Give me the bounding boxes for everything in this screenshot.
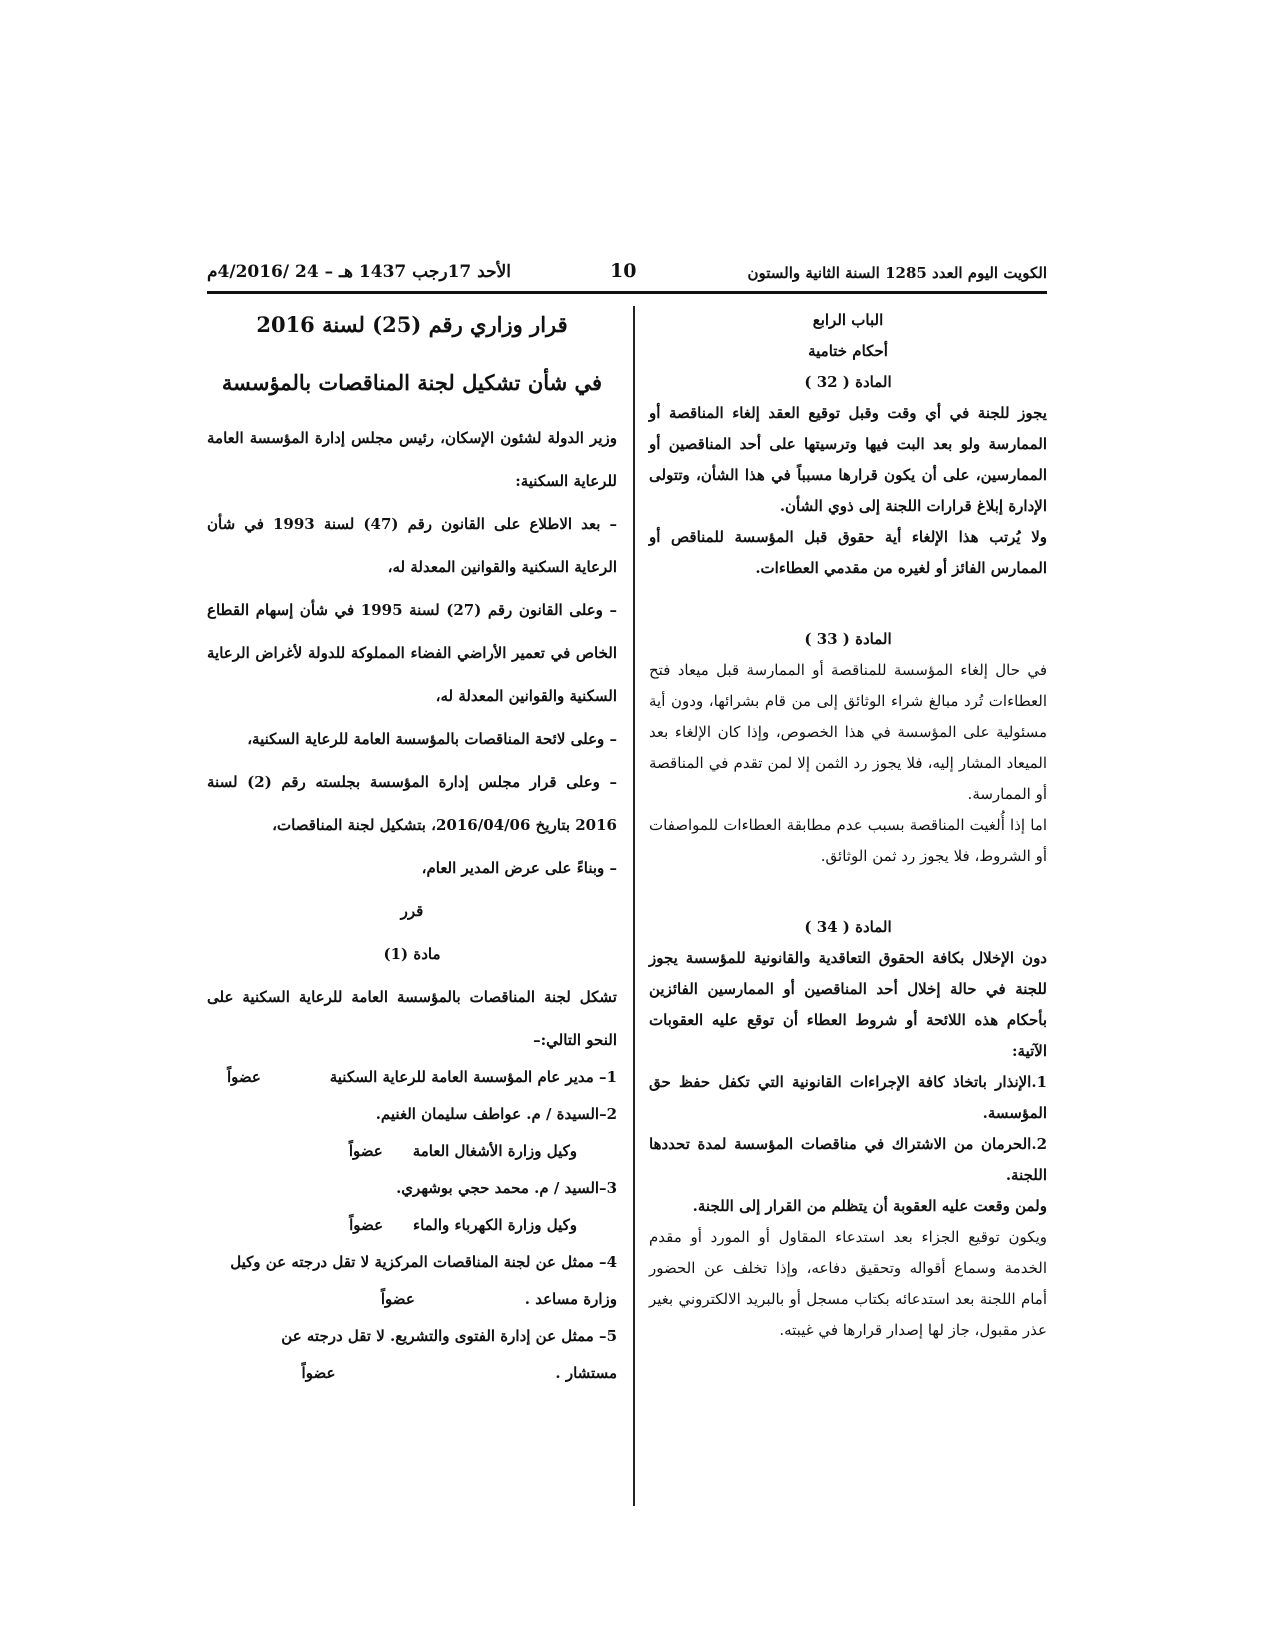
member-4-line-1: 4– ممثل عن لجنة المناقصات المركزية لا تقل درجته عن وكيل: [230, 1253, 617, 1271]
decree-intro: وزير الدولة لشئون الإسكان، رئيس مجلس إدارة المؤسسة العامة للرعاية السكنية:: [207, 429, 617, 490]
header-rule: [207, 291, 1047, 294]
member-3-title-row: [207, 1210, 617, 1241]
member-2-title-row: [207, 1136, 617, 1167]
article-1-text: تشكل لجنة المناقصات بالمؤسسة العامة للرعاية السكنية على النحو التالي:–: [207, 988, 617, 1049]
member-5-line-2: [207, 1358, 617, 1389]
member-5-role: عضواً: [301, 1364, 336, 1382]
decree-title: قرار وزاري رقم (25) لسنة 2016: [256, 312, 568, 337]
decided-heading: قرر: [400, 902, 424, 920]
decree-subtitle: في شأن تشكيل لجنة المناقصات بالمؤسسة: [221, 370, 603, 395]
header-date: الأحد 17رجب 1437 هـ – 24 /4/2016م: [207, 262, 512, 282]
member-1-role: عضواً: [227, 1068, 261, 1086]
header-publication: الكويت اليوم العدد 1285 السنة الثانية والستون: [747, 264, 1047, 282]
member-3-title: وكيل وزارة الكهرباء والماء: [413, 1216, 577, 1234]
recital-4: – وعلى قرار مجلس إدارة المؤسسة بجلسته رقم (2) لسنة 2016 بتاريخ 2016/04/06، بتشكيل لجنة المناقصات،: [207, 773, 618, 834]
spacer: [649, 872, 1047, 912]
article-32-paragraph-1: يجوز للجنة في أي وقت وقبل توقيع العقد إلغاء المناقصة أو الممارسة ولو بعد البت فيها وترسيتها على أحد المناقصين أو الممارسين، على أن يكون قرارها مسبباً في هذا الشأن، وتتولى الإدارة إبلاغ قرارات اللجنة إلى ذوي الشأن.: [649, 404, 1047, 515]
article-34-paragraph-2: ولمن وقعت عليه العقوبة أن يتظلم من القرار إلى اللجنة.: [692, 1197, 1047, 1215]
member-1-name: 1– مدير عام المؤسسة العامة للرعاية السكنية: [329, 1068, 617, 1086]
member-3-name: 3–السيد / م. محمد حجي بوشهري.: [396, 1179, 617, 1197]
article-34-item-2: 2.الحرمان من الاشتراك في مناقصات المؤسسة لمدة تحددها اللجنة.: [649, 1135, 1047, 1184]
spacer: [649, 584, 1047, 624]
recital-3: – وعلى لائحة المناقصات بالمؤسسة العامة للرعاية السكنية،: [247, 730, 617, 748]
article-32-heading: المادة ( 32 ): [804, 373, 892, 391]
recital-5: – وبناءً على عرض المدير العام،: [421, 859, 617, 877]
article-32-paragraph-2: ولا يُرتب هذا الإلغاء أية حقوق قبل المؤسسة للمناقص أو الممارس الفائز أو لغيره من مقدمي العطاءات.: [649, 528, 1047, 577]
article-34-heading: المادة ( 34 ): [804, 918, 892, 936]
article-33-paragraph-2: اما إذا أُلغيت المناقصة بسبب عدم مطابقة العطاءات للمواصفات أو الشروط، فلا يجوز رد ثمن الوثائق.: [649, 816, 1047, 865]
member-2-title: وكيل وزارة الأشغال العامة: [412, 1142, 577, 1160]
recital-2: – وعلى القانون رقم (27) لسنة 1995 في شأن إسهام القطاع الخاص في تعمير الأراضي الفضاء المملوكة للدولة لأغراض الرعاية السكنية والقوانين المعدلة له،: [207, 601, 618, 705]
chapter-heading: الباب الرابع: [812, 311, 884, 329]
article-34-item-1: 1.الإنذار باتخاذ كافة الإجراءات القانونية التي تكفل حفظ حق المؤسسة.: [649, 1073, 1047, 1122]
member-4-rank: وزارة مساعد .: [524, 1290, 617, 1308]
member-2-role: عضواً: [348, 1142, 383, 1160]
member-4-role: عضواً: [380, 1290, 415, 1308]
member-5-line-1: 5– ممثل عن إدارة الفتوى والتشريع. لا تقل درجته عن: [281, 1327, 617, 1345]
member-1: [207, 1062, 617, 1093]
recital-1: – بعد الاطلاع على القانون رقم (47) لسنة 1993 في شأن الرعاية السكنية والقوانين المعدلة له،: [207, 515, 617, 576]
right-column: [649, 305, 1047, 1346]
article-34-paragraph-1: دون الإخلال بكافة الحقوق التعاقدية والقانونية للمؤسسة يجوز للجنة في حالة إخلال أحد المناقصين أو الممارسين الفائزين بأحكام هذه اللائحة أو شروط العطاء أن توقع عليه العقوبات الآتية:: [649, 949, 1047, 1060]
member-2-name: 2–السيدة / م. عواطف سليمان الغنيم.: [375, 1105, 617, 1123]
column-divider: [633, 306, 635, 1506]
chapter-title: أحكام ختامية: [808, 342, 888, 360]
header-page-number: 10: [610, 260, 637, 282]
article-34-paragraph-3: ويكون توقيع الجزاء بعد استدعاء المقاول أو المورد أو مقدم الخدمة وسماع أقواله وتحقيق دفاعه، وإذا تخلف عن الحضور أمام اللجنة بعد استدعائه بكتاب مسجل أو بالبريد الالكتروني بغير عذر مقبول، جاز لها إصدار قرارها في غيبته.: [649, 1228, 1047, 1339]
article-33-heading: المادة ( 33 ): [804, 630, 892, 648]
page-header: [207, 258, 1047, 288]
article-33-paragraph-1: في حال إلغاء المؤسسة للمناقصة أو الممارسة قبل ميعاد فتح العطاءات تُرد مبالغ شراء الوثائق إلى من قام بشرائها، ودون أية مسئولية على المؤسسة في هذا الخصوص، وإذا كان الإلغاء بعد الميعاد المشار إليه، فلا يجوز رد الثمن إلا لمن تقدم في المناقصة أو الممارسة.: [649, 661, 1047, 803]
left-column: [207, 305, 617, 1389]
member-4-line-2: [207, 1284, 617, 1315]
member-5-rank: مستشار .: [555, 1364, 617, 1382]
member-3-role: عضواً: [349, 1216, 384, 1234]
article-1-heading: مادة (1): [383, 945, 441, 963]
